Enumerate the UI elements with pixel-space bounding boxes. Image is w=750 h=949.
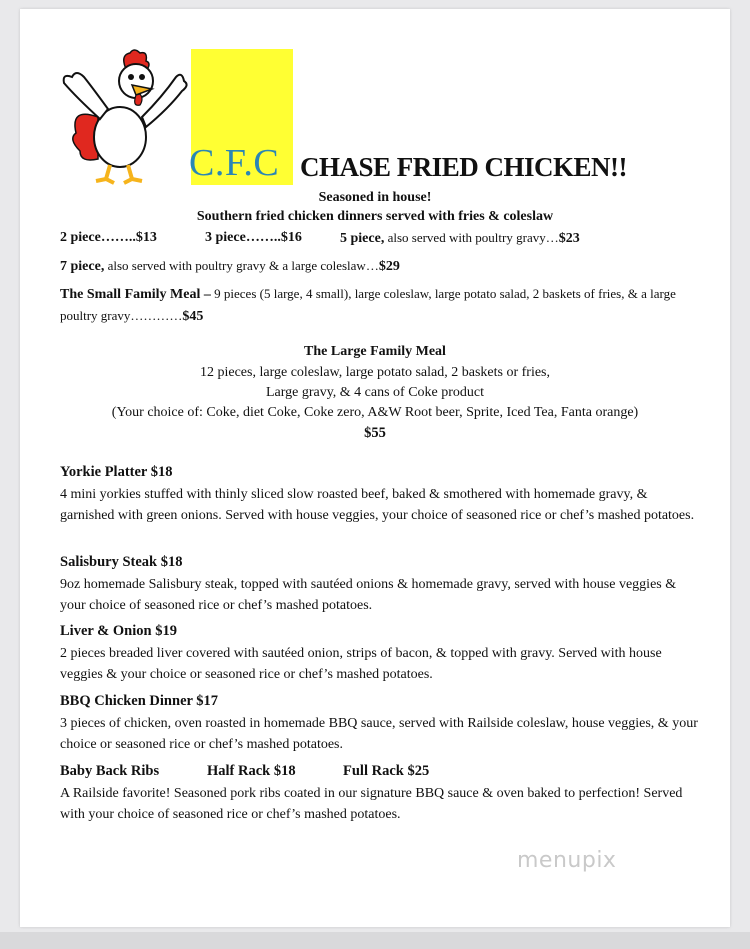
- page-title: CHASE FRIED CHICKEN!!: [300, 152, 628, 182]
- large-family-line3: (Your choice of: Coke, diet Coke, Coke zero, A&W Root beer, Sprite, Iced Tea, Fanta orange): [111, 405, 639, 420]
- ribs-description: A Railside favorite! Seasoned pork ribs coated in our signature BBQ sauce & oven baked to perfection! Served with your choice of seasoned rice or chef’s mashed potatoes.: [60, 786, 683, 822]
- seven-piece-desc: also served with poultry gravy & a large coleslaw…: [104, 258, 379, 273]
- five-piece-label: 5 piece,: [340, 231, 385, 246]
- bottom-strip: [0, 932, 750, 949]
- item-description: 4 mini yorkies stuffed with thinly sliced slow roasted beef, baked & smothered with homemade gravy, & garnished with green onions. Served with house veggies, your choice of seasoned rice or chef’s mashed potatoes.: [60, 487, 695, 523]
- ribs-full-rack: Full Rack $25: [343, 763, 430, 779]
- item-title: Yorkie Platter $18: [60, 464, 173, 480]
- large-family-line2: Large gravy, & 4 cans of Coke product: [265, 385, 485, 400]
- subtitle: Southern fried chicken dinners served with fries & coleslaw: [196, 209, 554, 224]
- seven-piece-line: [60, 258, 400, 275]
- ribs-half-rack: Half Rack $18: [207, 763, 296, 779]
- item-description: 9oz homemade Salisbury steak, topped with sautéed onions & homemade gravy, served with house veggies & your choice of seasoned rice or chef’s mashed potatoes.: [60, 577, 677, 613]
- small-family-label: The Small Family Meal –: [60, 287, 211, 302]
- large-family-title: The Large Family Meal: [304, 344, 446, 359]
- five-piece-price: $23: [558, 231, 580, 246]
- item-description: 3 pieces of chicken, oven roasted in homemade BBQ sauce, served with Railside coleslaw, house veggies, & your choice or seasoned rice or chef’s mashed potatoes.: [60, 716, 698, 752]
- small-family-price: $45: [182, 309, 204, 324]
- seven-piece-price: $29: [378, 259, 400, 274]
- five-piece-desc: also served with poultry gravy…: [384, 230, 559, 245]
- large-family-line1: 12 pieces, large coleslaw, large potato salad, 2 baskets or fries,: [199, 365, 550, 380]
- small-family-meal: [60, 283, 695, 327]
- item-description: 2 pieces breaded liver covered with sautéed onion, strips of bacon, & topped with gravy. Served with house veggies & your choice or seasoned rice or chef’s mashed potatoes.: [60, 646, 662, 682]
- menupix-watermark: menupix: [517, 848, 617, 873]
- two-piece-price: 2 piece……..$13: [60, 230, 157, 245]
- item-title: Liver & Onion $19: [60, 623, 177, 639]
- ribs-name: Baby Back Ribs: [60, 763, 160, 779]
- menu-page: [20, 9, 730, 927]
- five-piece-line: [340, 230, 580, 247]
- large-family-price: $55: [364, 425, 386, 441]
- small-family-desc: 9 pieces (5 large, 4 small), large coleslaw, large potato salad, 2 baskets of fries, & a large poultry gravy…………: [60, 286, 676, 323]
- three-piece-price: 3 piece……..$16: [205, 230, 302, 245]
- seasoned-tagline: Seasoned in house!: [318, 190, 432, 205]
- brand-logo: C.F.C: [189, 142, 280, 184]
- seven-piece-label: 7 piece,: [60, 259, 105, 274]
- item-title: Salisbury Steak $18: [60, 554, 183, 570]
- rooster-mascot-icon: [58, 47, 193, 187]
- item-title: BBQ Chicken Dinner $17: [60, 693, 219, 709]
